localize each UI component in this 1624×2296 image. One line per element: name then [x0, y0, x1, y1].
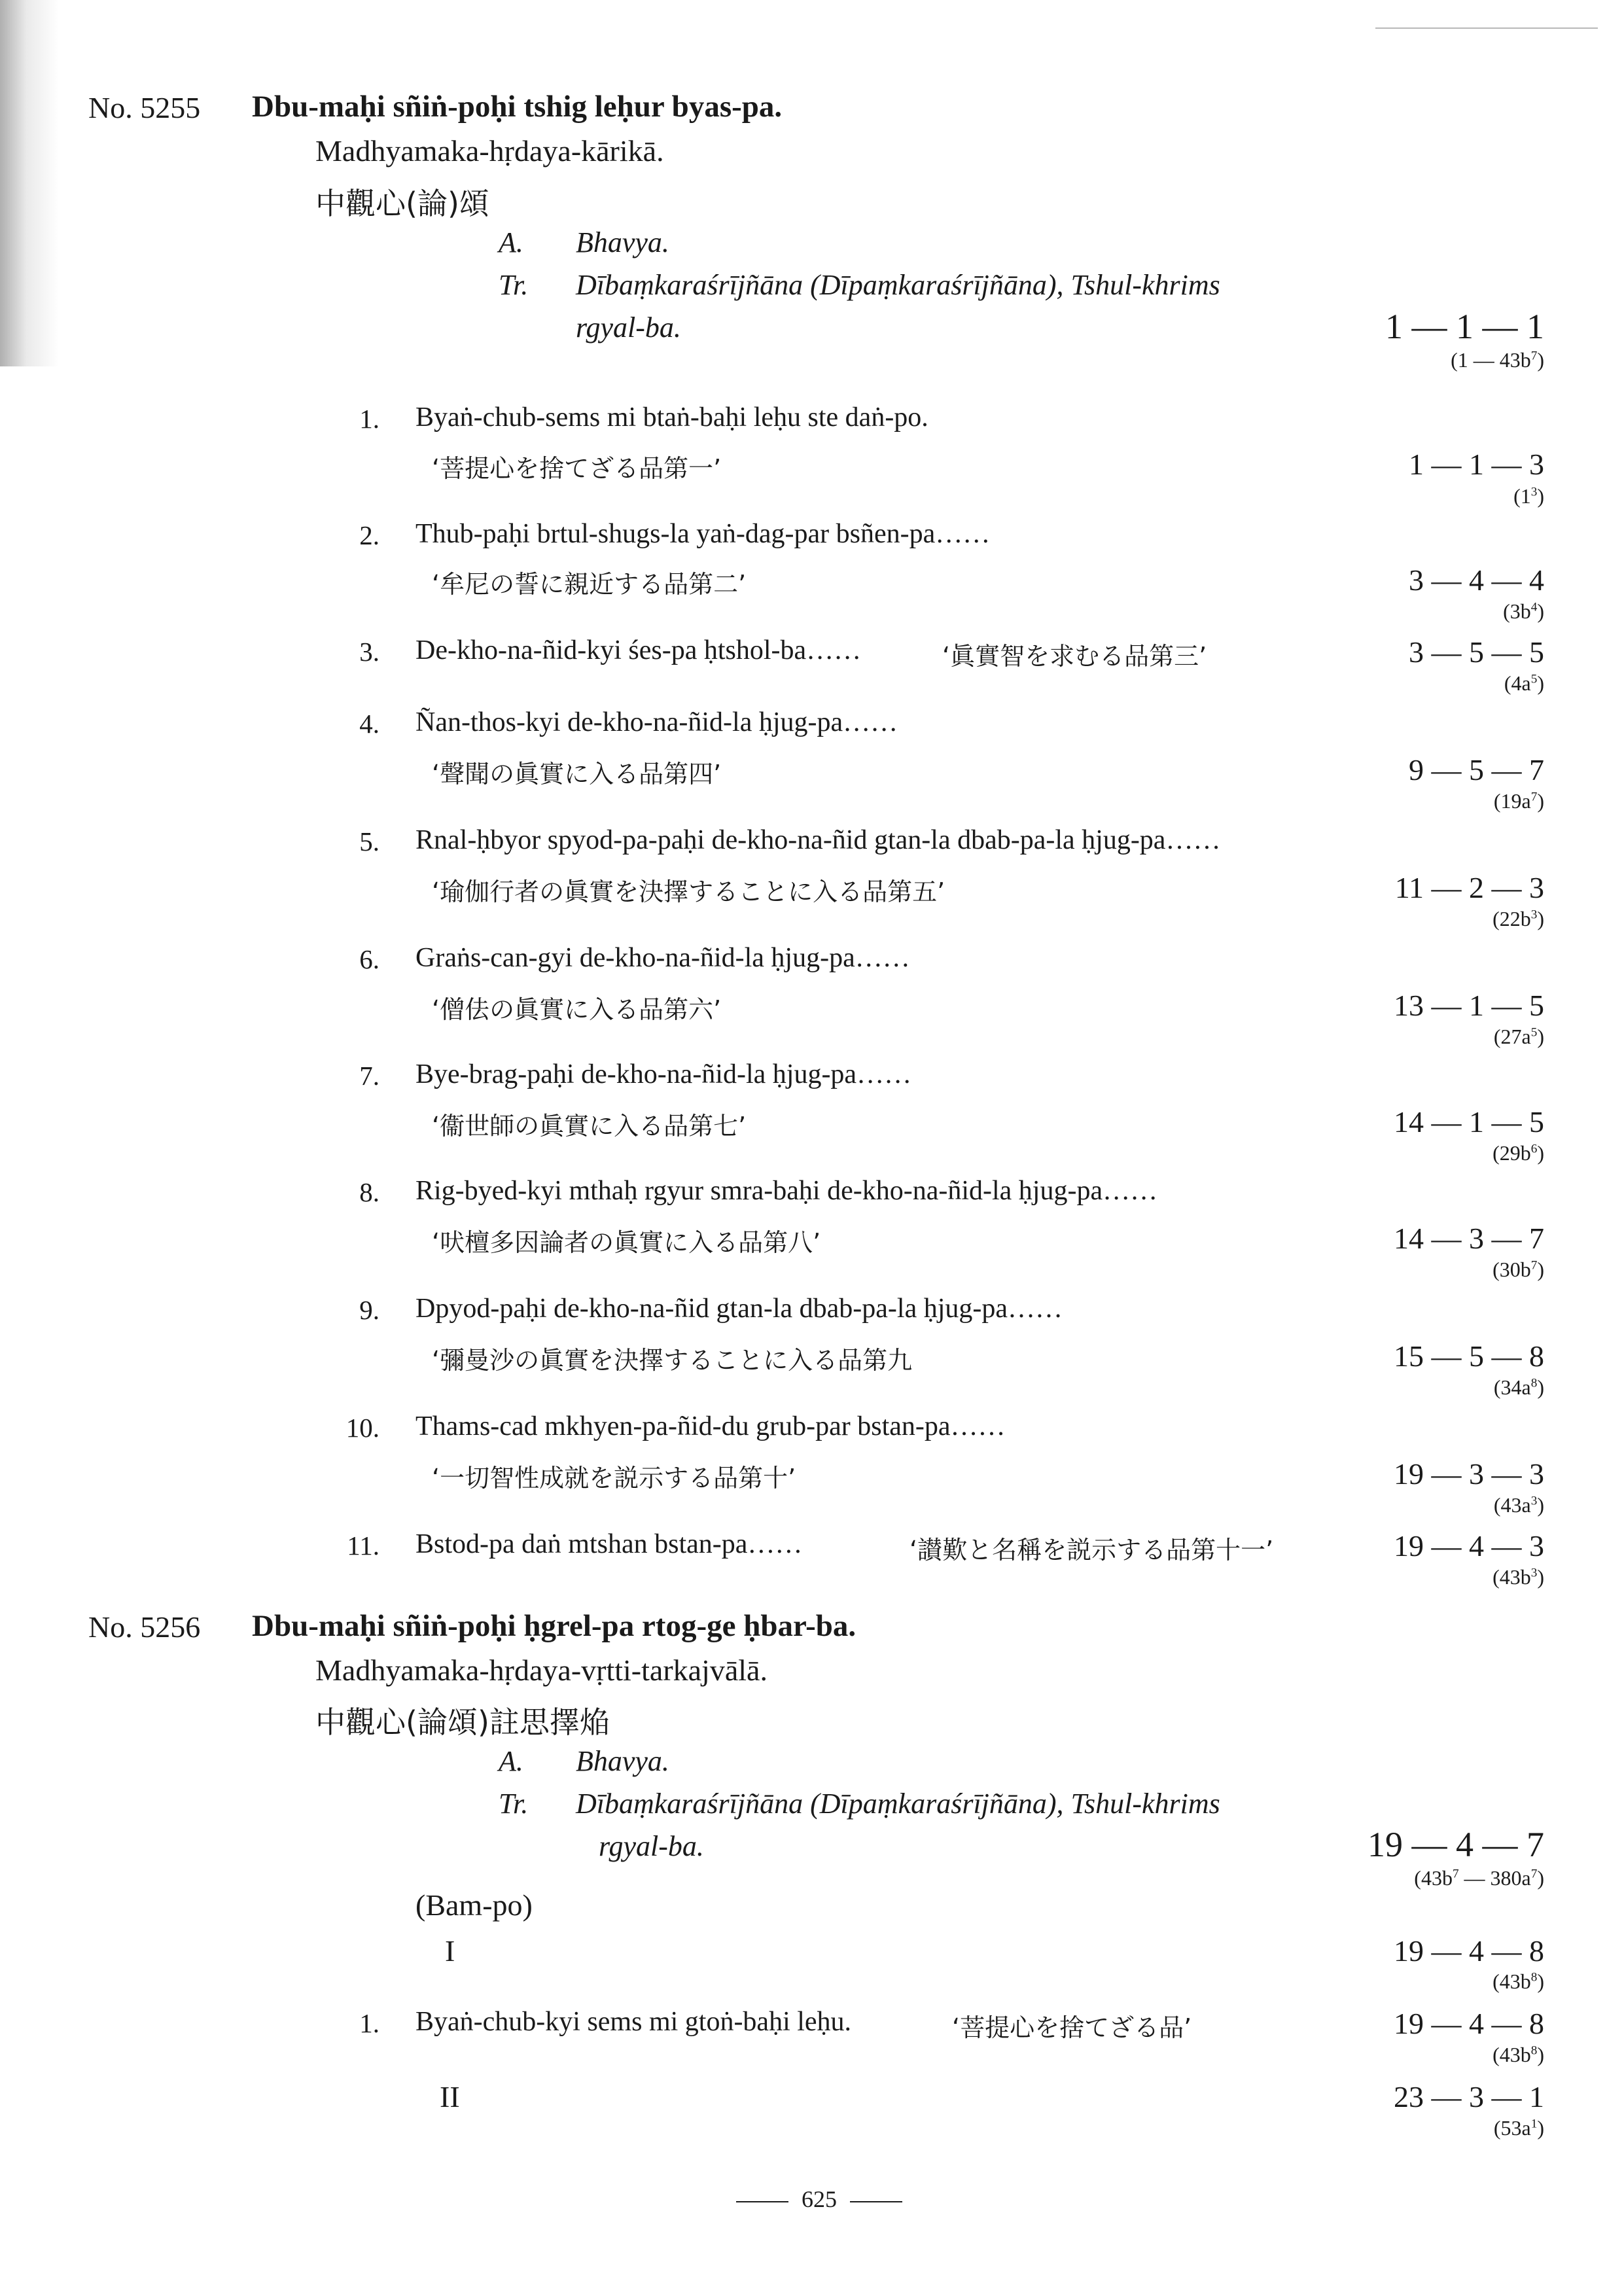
bampo-folio: $(43b^8)$ [1492, 1969, 1544, 1993]
chapter-japanese-title: ‘吠檀多因論者の眞實に入る品第八’ [432, 1228, 821, 1257]
chapter-tibetan-title: Bstod-pa daṅ mtshan bstan-pa…… [415, 1529, 803, 1559]
chapter-japanese-title: ‘眞實智を求むる品第三’ [942, 642, 1207, 671]
bampo-label: (Bam-po) [415, 1888, 533, 1922]
chapter-number: 8. [359, 1177, 380, 1207]
chapter-number: 4. [359, 709, 380, 739]
page-number: 625 [802, 2186, 837, 2212]
chapter-folio: $(22b^3)$ [1492, 907, 1544, 930]
scan-mark [1375, 27, 1598, 29]
translator-name-cont: rgyal-ba. [599, 1830, 704, 1862]
chapter-tibetan-title: De-kho-na-ñid-kyi śes-pa ḥtshol-ba…… [415, 635, 862, 665]
chapter-location: 19 — 3 — 3 [1394, 1457, 1544, 1491]
footer-rule-right [850, 2201, 902, 2202]
author-name: Bhavya. [576, 226, 669, 258]
chapter-tibetan-title: Graṅs-can-gyi de-kho-na-ñid-la ḥjug-pa…… [415, 943, 910, 973]
chapter-number: 10. [345, 1413, 380, 1443]
chapter-number: 9. [359, 1295, 380, 1325]
footer-rule-left [736, 2201, 788, 2202]
chapter-location: 3 — 5 — 5 [1409, 635, 1544, 669]
entry-folio: (1 — $43b^7$) [1451, 348, 1544, 372]
entry-location: 19 — 4 — 7 [1368, 1825, 1544, 1864]
chapter-location: 3 — 4 — 4 [1409, 563, 1544, 597]
bampo-location: 23 — 3 — 1 [1394, 2080, 1544, 2113]
author-name: Bhavya. [576, 1745, 669, 1777]
bampo-folio: $(53a^1)$ [1493, 2116, 1544, 2140]
chapter-number: 1. [359, 2008, 380, 2038]
entry-title: Dbu-maḥi sñiṅ-poḥi tshig leḥur byas-pa. [252, 90, 783, 124]
bampo-numeral: I [445, 1934, 455, 1968]
chapter-folio: $(30b^7)$ [1492, 1258, 1544, 1281]
chapter-japanese-title: ‘菩提心を捨てざる品’ [952, 2013, 1192, 2042]
chapter-number: 5. [359, 826, 380, 857]
chapter-tibetan-title: Byaṅ-chub-sems mi btaṅ-baḥi leḥu ste daṅ-po. [415, 402, 928, 433]
entry-location: 1 — 1 — 1 [1385, 307, 1544, 346]
chapter-tibetan-title: Rig-byed-kyi mthaḥ rgyur smra-baḥi de-kho-na-ñid-la ḥjug-pa…… [415, 1176, 1158, 1206]
chapter-folio: $(3b^4)$ [1503, 599, 1544, 623]
chapter-folio: $(1^3)$ [1513, 484, 1544, 508]
chinese-title: 中觀心(論頌)註思擇焔 [315, 1704, 610, 1740]
chapter-tibetan-title: Ñan-thos-kyi de-kho-na-ñid-la ḥjug-pa…… [415, 707, 898, 737]
bampo-location: 19 — 4 — 8 [1394, 1934, 1544, 1968]
translator-name-cont: rgyal-ba. [576, 311, 681, 344]
chapter-japanese-title: ‘一切智性成就を説示する品第十’ [432, 1464, 796, 1492]
sanskrit-title: Madhyamaka-hṛdaya-vṛtti-tarkajvālā. [315, 1653, 768, 1687]
chapter-number: 6. [359, 944, 380, 974]
chapter-number: 2. [359, 520, 380, 550]
chapter-number: 11. [347, 1530, 380, 1561]
chapter-tibetan-title: Thub-paḥi brtul-shugs-la yaṅ-dag-par bsñen-pa…… [415, 519, 991, 549]
entry-title: Dbu-maḥi sñiṅ-poḥi ḥgrel-pa rtog-ge ḥbar-ba. [252, 1609, 856, 1643]
page-footer [723, 2185, 915, 2213]
chapter-location: 19 — 4 — 3 [1394, 1529, 1544, 1563]
chapter-japanese-title: ‘聲聞の眞實に入る品第四’ [432, 760, 722, 788]
chapter-japanese-title: ‘牟尼の誓に親近する品第二’ [432, 570, 747, 599]
chapter-japanese-title: ‘菩提心を捨てざる品第一’ [432, 454, 722, 483]
chapter-folio: $(43b^3)$ [1492, 1565, 1544, 1589]
chapter-location: 1 — 1 — 3 [1409, 448, 1544, 481]
chapter-folio: $(27a^5)$ [1493, 1025, 1544, 1048]
author-label: A. [499, 1745, 523, 1777]
entry-number: No. 5255 [88, 91, 201, 124]
chapter-location: 9 — 5 — 7 [1409, 753, 1544, 786]
translator-label: Tr. [499, 1788, 529, 1820]
chapter-japanese-title: ‘衞世師の眞實に入る品第七’ [432, 1112, 747, 1140]
chapter-folio: $(34a^8)$ [1493, 1375, 1544, 1399]
translator-label: Tr. [499, 269, 529, 301]
chapter-tibetan-title: Bye-brag-paḥi de-kho-na-ñid-la ḥjug-pa…… [415, 1059, 912, 1089]
chapter-japanese-title: ‘彌曼沙の眞實を決擇することに入る品第九 [432, 1346, 913, 1375]
chapter-tibetan-title: Dpyod-paḥi de-kho-na-ñid gtan-la dbab-pa-la ḥjug-pa…… [415, 1294, 1063, 1324]
chapter-location: 19 — 4 — 8 [1394, 2007, 1544, 2040]
chapter-location: 14 — 3 — 7 [1394, 1222, 1544, 1255]
chapter-japanese-title: ‘瑜伽行者の眞實を決擇することに入る品第五’ [432, 877, 945, 906]
chapter-tibetan-title: Byaṅ-chub-kyi sems mi gtoṅ-baḥi leḥu. [415, 2007, 852, 2037]
entry-number: No. 5256 [88, 1610, 201, 1644]
entry-folio: ($43b^7$ — $380a^7$) [1414, 1866, 1544, 1890]
translator-name: Dībaṃkaraśrījñāna (Dīpaṃkaraśrījñāna), Tshul-khrims [576, 269, 1220, 301]
chapter-folio: $(19a^7)$ [1493, 789, 1544, 813]
chapter-location: 11 — 2 — 3 [1394, 871, 1544, 904]
chapter-location: 14 — 1 — 5 [1394, 1105, 1544, 1139]
chapter-japanese-title: ‘僧佉の眞實に入る品第六’ [432, 995, 722, 1024]
bampo-numeral: II [440, 2080, 460, 2113]
chapter-number: 3. [359, 637, 380, 667]
chapter-folio: $(29b^6)$ [1492, 1141, 1544, 1165]
chapter-location: 13 — 1 — 5 [1394, 989, 1544, 1022]
scan-shadow [0, 0, 59, 366]
chapter-tibetan-title: Rnal-ḥbyor spyod-pa-paḥi de-kho-na-ñid gtan-la dbab-pa-la ḥjug-pa…… [415, 825, 1221, 855]
chapter-number: 1. [359, 404, 380, 434]
translator-name: Dībaṃkaraśrījñāna (Dīpaṃkaraśrījñāna), Tshul-khrims [576, 1788, 1220, 1820]
chapter-location: 15 — 5 — 8 [1394, 1339, 1544, 1373]
chapter-folio: $(43b^8)$ [1492, 2043, 1544, 2066]
chinese-title: 中觀心(論)頌 [315, 186, 489, 221]
sanskrit-title: Madhyamaka-hṛdaya-kārikā. [315, 134, 664, 168]
chapter-folio: $(4a^5)$ [1504, 671, 1544, 695]
chapter-tibetan-title: Thams-cad mkhyen-pa-ñid-du grub-par bstan-pa…… [415, 1411, 1006, 1441]
chapter-folio: $(43a^3)$ [1493, 1493, 1544, 1517]
author-label: A. [499, 226, 523, 258]
chapter-number: 7. [359, 1061, 380, 1091]
chapter-japanese-title: ‘讃歎と名稱を説示する品第十一’ [909, 1536, 1274, 1564]
